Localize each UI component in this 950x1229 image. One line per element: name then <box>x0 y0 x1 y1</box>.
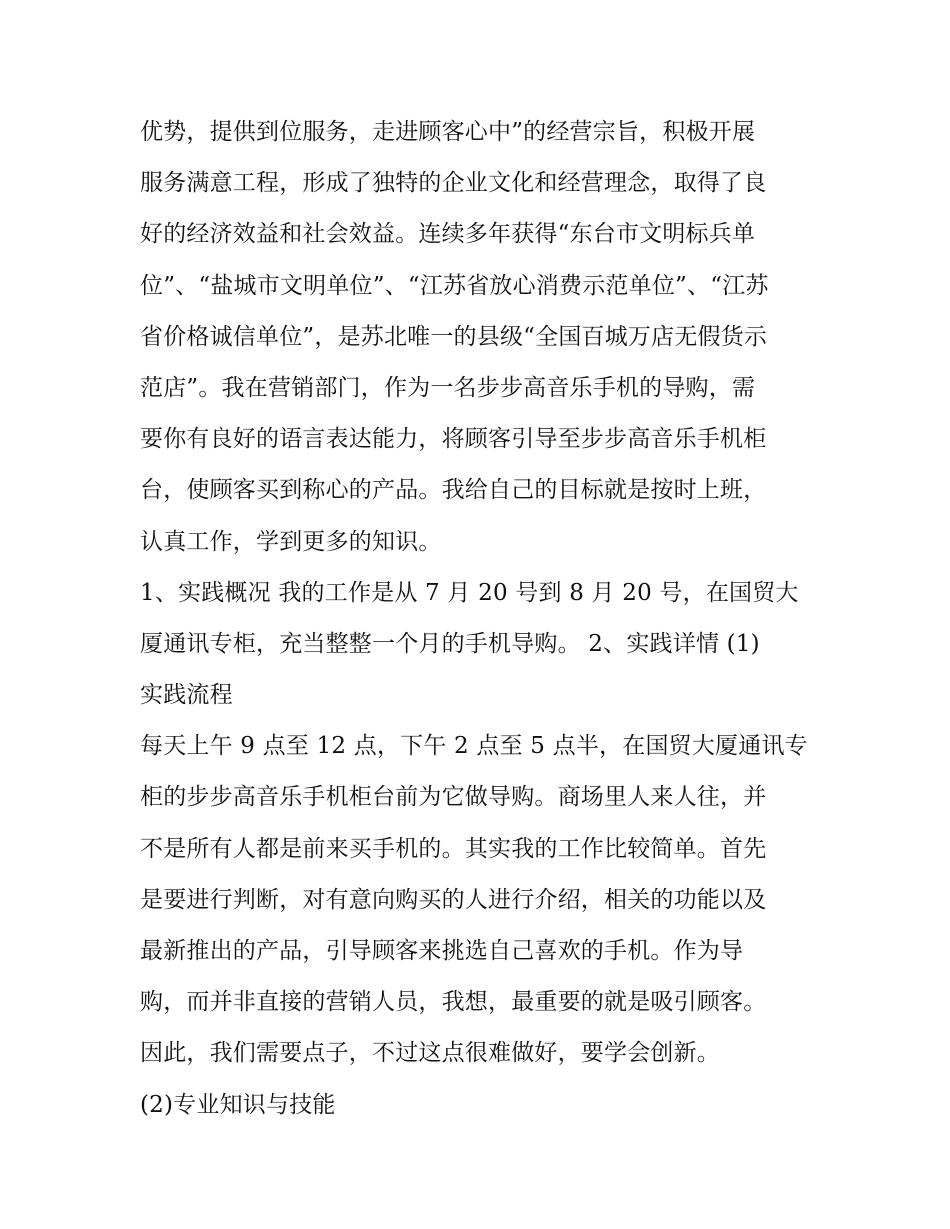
text-line: 范店”。我在营销部门，作为一名步步高音乐手机的导购，需 <box>140 374 756 401</box>
text-line: 位”、“盐城市文明单位”、“江苏省放心消费示范单位”、“江苏 <box>140 272 769 299</box>
text-line: 台，使顾客买到称心的产品。我给自己的目标就是按时上班， <box>140 477 767 504</box>
text-line: 不是所有人都是前来买手机的。其实我的工作比较简单。首先 <box>140 835 767 862</box>
text-line: 购，而并非直接的营销人员，我想，最重要的就是吸引顾客。 <box>140 989 767 1016</box>
section-heading-professional-skills: (2)专业知识与技能 <box>140 1091 336 1118</box>
text-line: 柜的步步高音乐手机柜台前为它做导购。商场里人来人往，并 <box>140 784 767 811</box>
text-line: 好的经济效益和社会效益。连续多年获得“东台市文明标兵单 <box>140 221 756 248</box>
text-line: 是要进行判断，对有意向购买的人进行介绍，相关的功能以及 <box>140 886 767 913</box>
text-line: 优势，提供到位服务，走进顾客心中”的经营宗旨，积极开展 <box>140 119 756 145</box>
text-line: 厦通讯专柜，充当整整一个月的手机导购。 2、实践详情 (1) <box>140 630 760 657</box>
document-body <box>140 107 812 1131</box>
section-heading-practice-process: 实践流程 <box>140 682 233 709</box>
text-line: 因此，我们需要点子，不过这点很难做好，要学会创新。 <box>140 1040 720 1067</box>
text-line: 每天上午 9 点至 12 点，下午 2 点至 5 点半，在国贸大厦通讯专 <box>140 733 808 760</box>
text-line: 要你有良好的语言表达能力，将顾客引导至步步高音乐手机柜 <box>140 426 767 453</box>
text-line: 认真工作，学到更多的知识。 <box>140 528 442 555</box>
text-line: 服务满意工程，形成了独特的企业文化和经营理念，取得了良 <box>140 170 767 197</box>
text-line: 省价格诚信单位”，是苏北唯一的县级“全国百城万店无假货示 <box>140 323 768 350</box>
section-heading-practice-overview: 1、实践概况 我的工作是从 7 月 20 号到 8 月 20 号，在国贸大 <box>140 579 799 606</box>
text-line: 最新推出的产品，引导顾客来挑选自己喜欢的手机。作为导 <box>140 938 744 964</box>
